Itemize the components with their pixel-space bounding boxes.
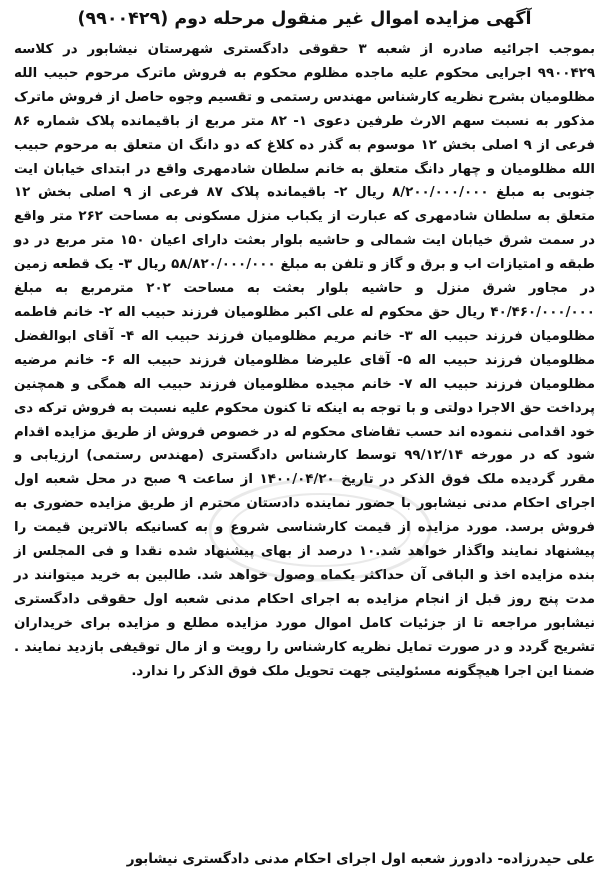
notice-title: آگهی مزایده اموال غیر منقول مرحله دوم (۹۹۰۰۴۲۹) [77,9,532,29]
notice-signature: علی حیدرزاده- دادورز شعبه اول اجرای احکام مدنی دادگستری نیشابور [126,851,595,867]
notice-body: بموجب اجرائیه صادره از شعبه ۳ حقوقی دادگستری شهرستان نیشابور در کلاسه ۹۹۰۰۴۲۹ اجرایی محکوم علیه ماجده مظلوم محکوم به فروش ماترک مرحوم حبیب الله مظلومیان بشرح نظریه کارشناس مهندس رستمی و تقسیم وجوه حاصل از فروش ماترک مذکور به نسبت سهم الارث طرفین دعوی ۱- ۸۲ متر مربع از باقیمانده پلاک شماره ۸۶ فرعی از ۹ اصلی بخش ۱۲ موسوم به گذر ده کلاغ که دو دانگ ان متعلق به مرحوم حبیب الله مظلومیان و چهار دانگ متعلق به خانم سلطان شادمهری واقع در ابتدای خیابان ایت جنوبی به مبلغ ۸/۲۰۰/۰۰۰/۰۰۰ ریال ۲- باقیمانده پلاک ۸۷ فرعی از ۹ اصلی بخش ۱۲ متعلق به سلطان شادمهری که عبارت از یکباب منزل مسکونی به مساحت ۲۶۲ متر واقع در سمت شرق خیابان ایت شمالی و حاشیه بلوار بعثت دارای اعیان ۱۵۰ متر مربع در دو طبقه و امتیازات اب و برق و گاز و تلفن به مبلغ ۵۸/۸۲۰/۰۰۰/۰۰۰ ریال ۳- یک قطعه زمین در مجاور شرق منزل و حاشیه بلوار بعثت به مساحت ۲۰۲ مترمربع به مبلغ ۴۰/۴۶۰/۰۰۰/۰۰۰ ریال حق محکوم له علی اکبر مظلومیان فرزند حبیب اله ۲- خانم فاطمه مظلومیان فرزند حبیب اله ۳- خانم مریم مظلومیان فرزند حبیب اله ۴- آقای ابوالفضل مظلومیان فرزند حبیب اله ۵- آقای علیرضا مظلومیان فرزند حبیب اله ۶- خانم مرضیه مظلومیان فرزند حبیب اله ۷- خانم مجیده مظلومیان فرزند حبیب اله همگی و همچنین پرداخت حق الاجرا دولتی و با توجه به اینکه تا کنون محکوم علیه نسبت به فروش ترکه دی خود اقدامی ننموده اند حسب تقاضای محکوم له در خصوص فروش از طریق مزایده اقدام شود که در مورخه ۹۹/۱۲/۱۴ توسط کارشناس دادگستری (مهندس رستمی) ارزیابی و مقرر گردیده ملک فوق الذکر در تاریخ ۱۴۰۰/۰۴/۲۰ از ساعت ۹ صبح در محل شعبه اول اجرای احکام مدنی نیشابور با حضور نماینده دادستان محترم از طریق مزایده حضوری به فروش برسد. مورد مزایده از قیمت کارشناسی شروع و به کسانیکه بالاترین قیمت را پیشنهاد نمایند واگذار خواهد شد.۱۰ درصد از بهای پیشنهاد شده نقدا و فی المجلس از بنده مزایده اخذ و الباقی آن حداکثر یکماه وصول خواهد شد. طالبین به خرید میتوانند در مدت پنج روز قبل از انجام مزایده به اجرای احکام مدنی شعبه اول حقوقی دادگستری نیشابور مراجعه تا از جزئیات کامل اموال مورد مزایده مطلع و مزایده برای خریداران تشریح گردد و در صورت تمایل نظریه کارشناس را رویت و از مال توقیفی بازدید نمایند . ضمنا این اجرا هیچگونه مسئولیتی جهت تحویل ملک فوق الذکر را ندارد. [14,42,596,679]
